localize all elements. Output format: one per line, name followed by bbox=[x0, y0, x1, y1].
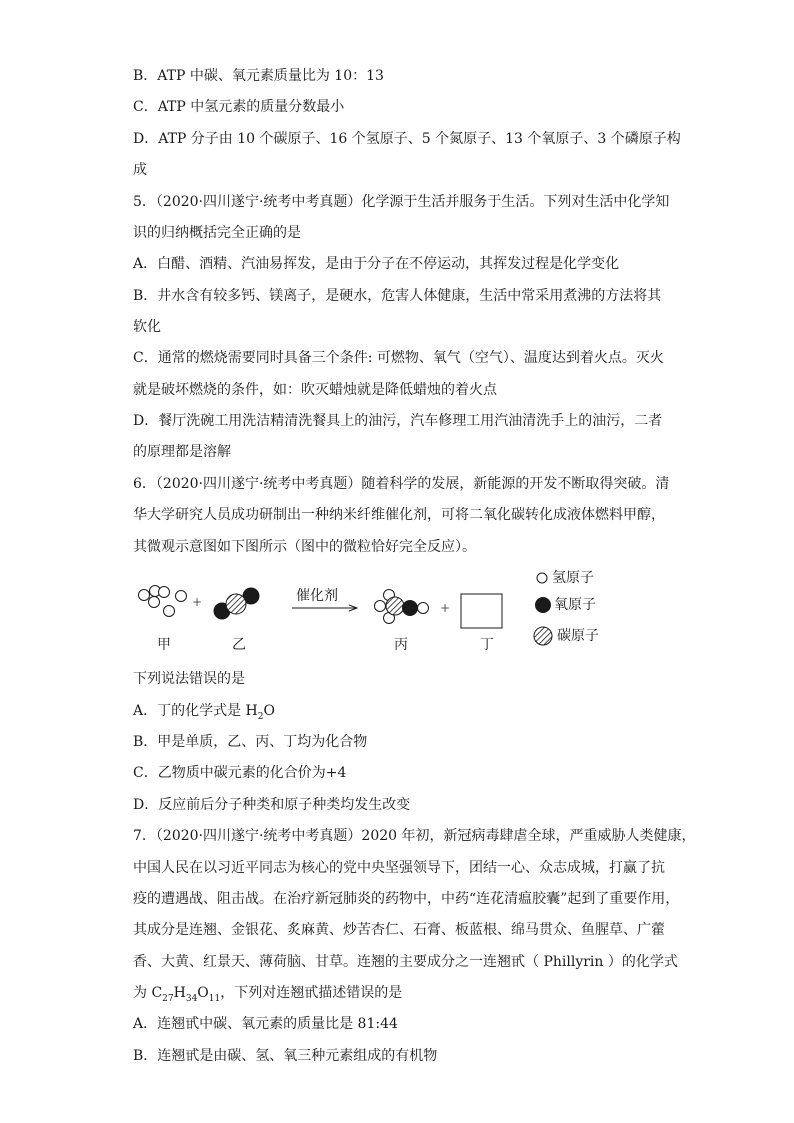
question-7-option-a: A．连翘甙中碳、氧元素的质量比是 81:44 bbox=[133, 1016, 398, 1032]
question-7-stem-cont-4: 香、大黄、红景天、薄荷脑、甘草。连翘的主要成分之一连翘甙（ Phillyrin ）的化学式 bbox=[133, 954, 678, 970]
question-6-stem-cont-2: 其微观示意图如下图所示（图中的微粒恰好完全反应）。 bbox=[133, 539, 476, 555]
option-a-subscript: 2 bbox=[257, 712, 264, 722]
question-6-stem: 6．（2020·四川遂宁·统考中考真题）随着科学的发展，新能源的开发不断取得突破。清 bbox=[133, 476, 670, 492]
formula-sub-h: 34 bbox=[185, 994, 198, 1004]
question-6-option-b: B．甲是单质，乙、丙、丁均为化合物 bbox=[133, 734, 368, 750]
formula-suffix: ，下列对连翘甙描述错误的是 bbox=[220, 985, 403, 1001]
question-5-option-d: D．餐厅洗碗工用洗洁精清洗餐具上的油污，汽车修理工用汽油清洗手上的油污，二者 bbox=[133, 413, 663, 429]
option-c-atp-hydrogen: C．ATP 中氢元素的质量分数最小 bbox=[133, 99, 345, 115]
option-d-atp-atoms: D．ATP 分子由 10 个碳原子、16 个氢原子、5 个氮原子、13 个氧原子、3 个磷原子构 bbox=[133, 131, 681, 147]
hydrogen-atom bbox=[375, 601, 386, 612]
question-7-formula-line bbox=[133, 983, 402, 1005]
legend-carbon-icon bbox=[534, 627, 552, 645]
molecule-jia-hydrogen-group bbox=[139, 586, 187, 617]
hydrogen-atom bbox=[159, 587, 170, 598]
label-jia: 甲 bbox=[157, 637, 171, 653]
catalyst-label: 催化剂 bbox=[296, 588, 338, 604]
question-7-stem-cont-3: 其成分是连翘、金银花、炙麻黄、炒苦杏仁、石膏、板蓝根、绵马贯众、鱼腥草、广藿 bbox=[133, 922, 665, 938]
legend-oxygen-label: 氧原子 bbox=[554, 597, 596, 613]
question-7-stem-cont-1: 中国人民在以习近平同志为核心的党中央坚强领导下，团结一心、众志成城，打赢了抗 bbox=[133, 860, 665, 876]
plus-sign-1: + bbox=[192, 595, 203, 609]
hydrogen-atom bbox=[164, 606, 175, 617]
question-5-option-b-cont: 软化 bbox=[133, 319, 161, 335]
carbon-atom bbox=[386, 597, 404, 615]
label-ding: 丁 bbox=[480, 637, 494, 653]
legend-carbon-label: 碳原子 bbox=[557, 628, 599, 644]
question-7-stem: 7．（2020·四川遂宁·统考中考真题）2020 年初，新冠病毒肆虐全球，严重威胁人类健康， bbox=[133, 828, 696, 844]
question-7-stem-cont-2: 疫的遭遇战、阻击战。在治疗新冠肺炎的药物中，中药“连花清瘟胶囊”起到了重要作用， bbox=[133, 891, 680, 907]
option-d-atp-atoms-cont: 成 bbox=[133, 162, 147, 178]
question-5-option-c: C．通常的燃烧需要同时具备三个条件: 可燃物、氧气（空气）、温度达到着火点。灭火 bbox=[133, 350, 664, 366]
molecule-ding-box bbox=[461, 594, 502, 628]
question-6-prompt: 下列说法错误的是 bbox=[133, 671, 245, 687]
option-a-text: A．丁的化学式是 H bbox=[133, 703, 258, 719]
question-6-option-c: C．乙物质中碳元素的化合价为+4 bbox=[133, 765, 347, 781]
question-5-option-c-cont: 就是破坏燃烧的条件，如：吹灭蜡烛就是降低蜡烛的着火点 bbox=[133, 382, 497, 398]
option-a-text-end: O bbox=[263, 703, 275, 719]
question-5-stem-cont: 识的归纳概括完全正确的是 bbox=[133, 225, 301, 241]
hydrogen-atom bbox=[139, 590, 150, 601]
molecule-bing-methanol bbox=[375, 590, 429, 624]
legend-hydrogen-label: 氢原子 bbox=[552, 570, 594, 586]
question-6-option-a bbox=[133, 701, 275, 723]
question-7-option-b: B．连翘甙是由碳、氢、氧三种元素组成的有机物 bbox=[133, 1048, 438, 1064]
legend-oxygen-icon bbox=[536, 598, 551, 613]
hydrogen-atom bbox=[176, 591, 187, 602]
oxygen-atom bbox=[403, 601, 418, 616]
formula-h: H bbox=[173, 985, 186, 1001]
label-bing: 丙 bbox=[394, 637, 408, 653]
carbon-atom bbox=[226, 594, 246, 614]
formula-prefix: 为 C bbox=[133, 985, 163, 1001]
question-6-option-d: D．反应前后分子种类和原子种类均发生改变 bbox=[133, 797, 411, 813]
option-b-atp-mass-ratio: B．ATP 中碳、氧元素质量比为 10：13 bbox=[133, 68, 384, 84]
question-5-option-d-cont: 的原理都是溶解 bbox=[133, 444, 231, 460]
hydrogen-atom bbox=[418, 603, 429, 614]
question-5-option-a: A．白醋、酒精、汽油易挥发，是由于分子在不停运动，其挥发过程是化学变化 bbox=[133, 256, 620, 272]
question-5-option-b: B．井水含有较多钙、镁离子，是硬水，危害人体健康，生活中常采用煮沸的方法将其 bbox=[133, 288, 662, 304]
legend-hydrogen-icon bbox=[537, 573, 547, 583]
formula-o: O bbox=[197, 985, 209, 1001]
formula-sub-o: 11 bbox=[208, 994, 221, 1004]
reaction-diagram bbox=[130, 566, 630, 658]
hydrogen-atom bbox=[149, 597, 160, 608]
label-yi: 乙 bbox=[232, 637, 246, 653]
question-6-stem-cont: 华大学研究人员成功研制出一种纳米纤维催化剂，可将二氧化碳转化成液体燃料甲醇， bbox=[133, 507, 665, 523]
formula-sub-c: 27 bbox=[162, 994, 174, 1004]
question-5-stem: 5．（2020·四川遂宁·统考中考真题）化学源于生活并服务于生活。下列对生活中化学知 bbox=[133, 194, 670, 210]
molecule-yi-co2 bbox=[214, 588, 259, 619]
plus-sign-2: + bbox=[440, 601, 451, 615]
